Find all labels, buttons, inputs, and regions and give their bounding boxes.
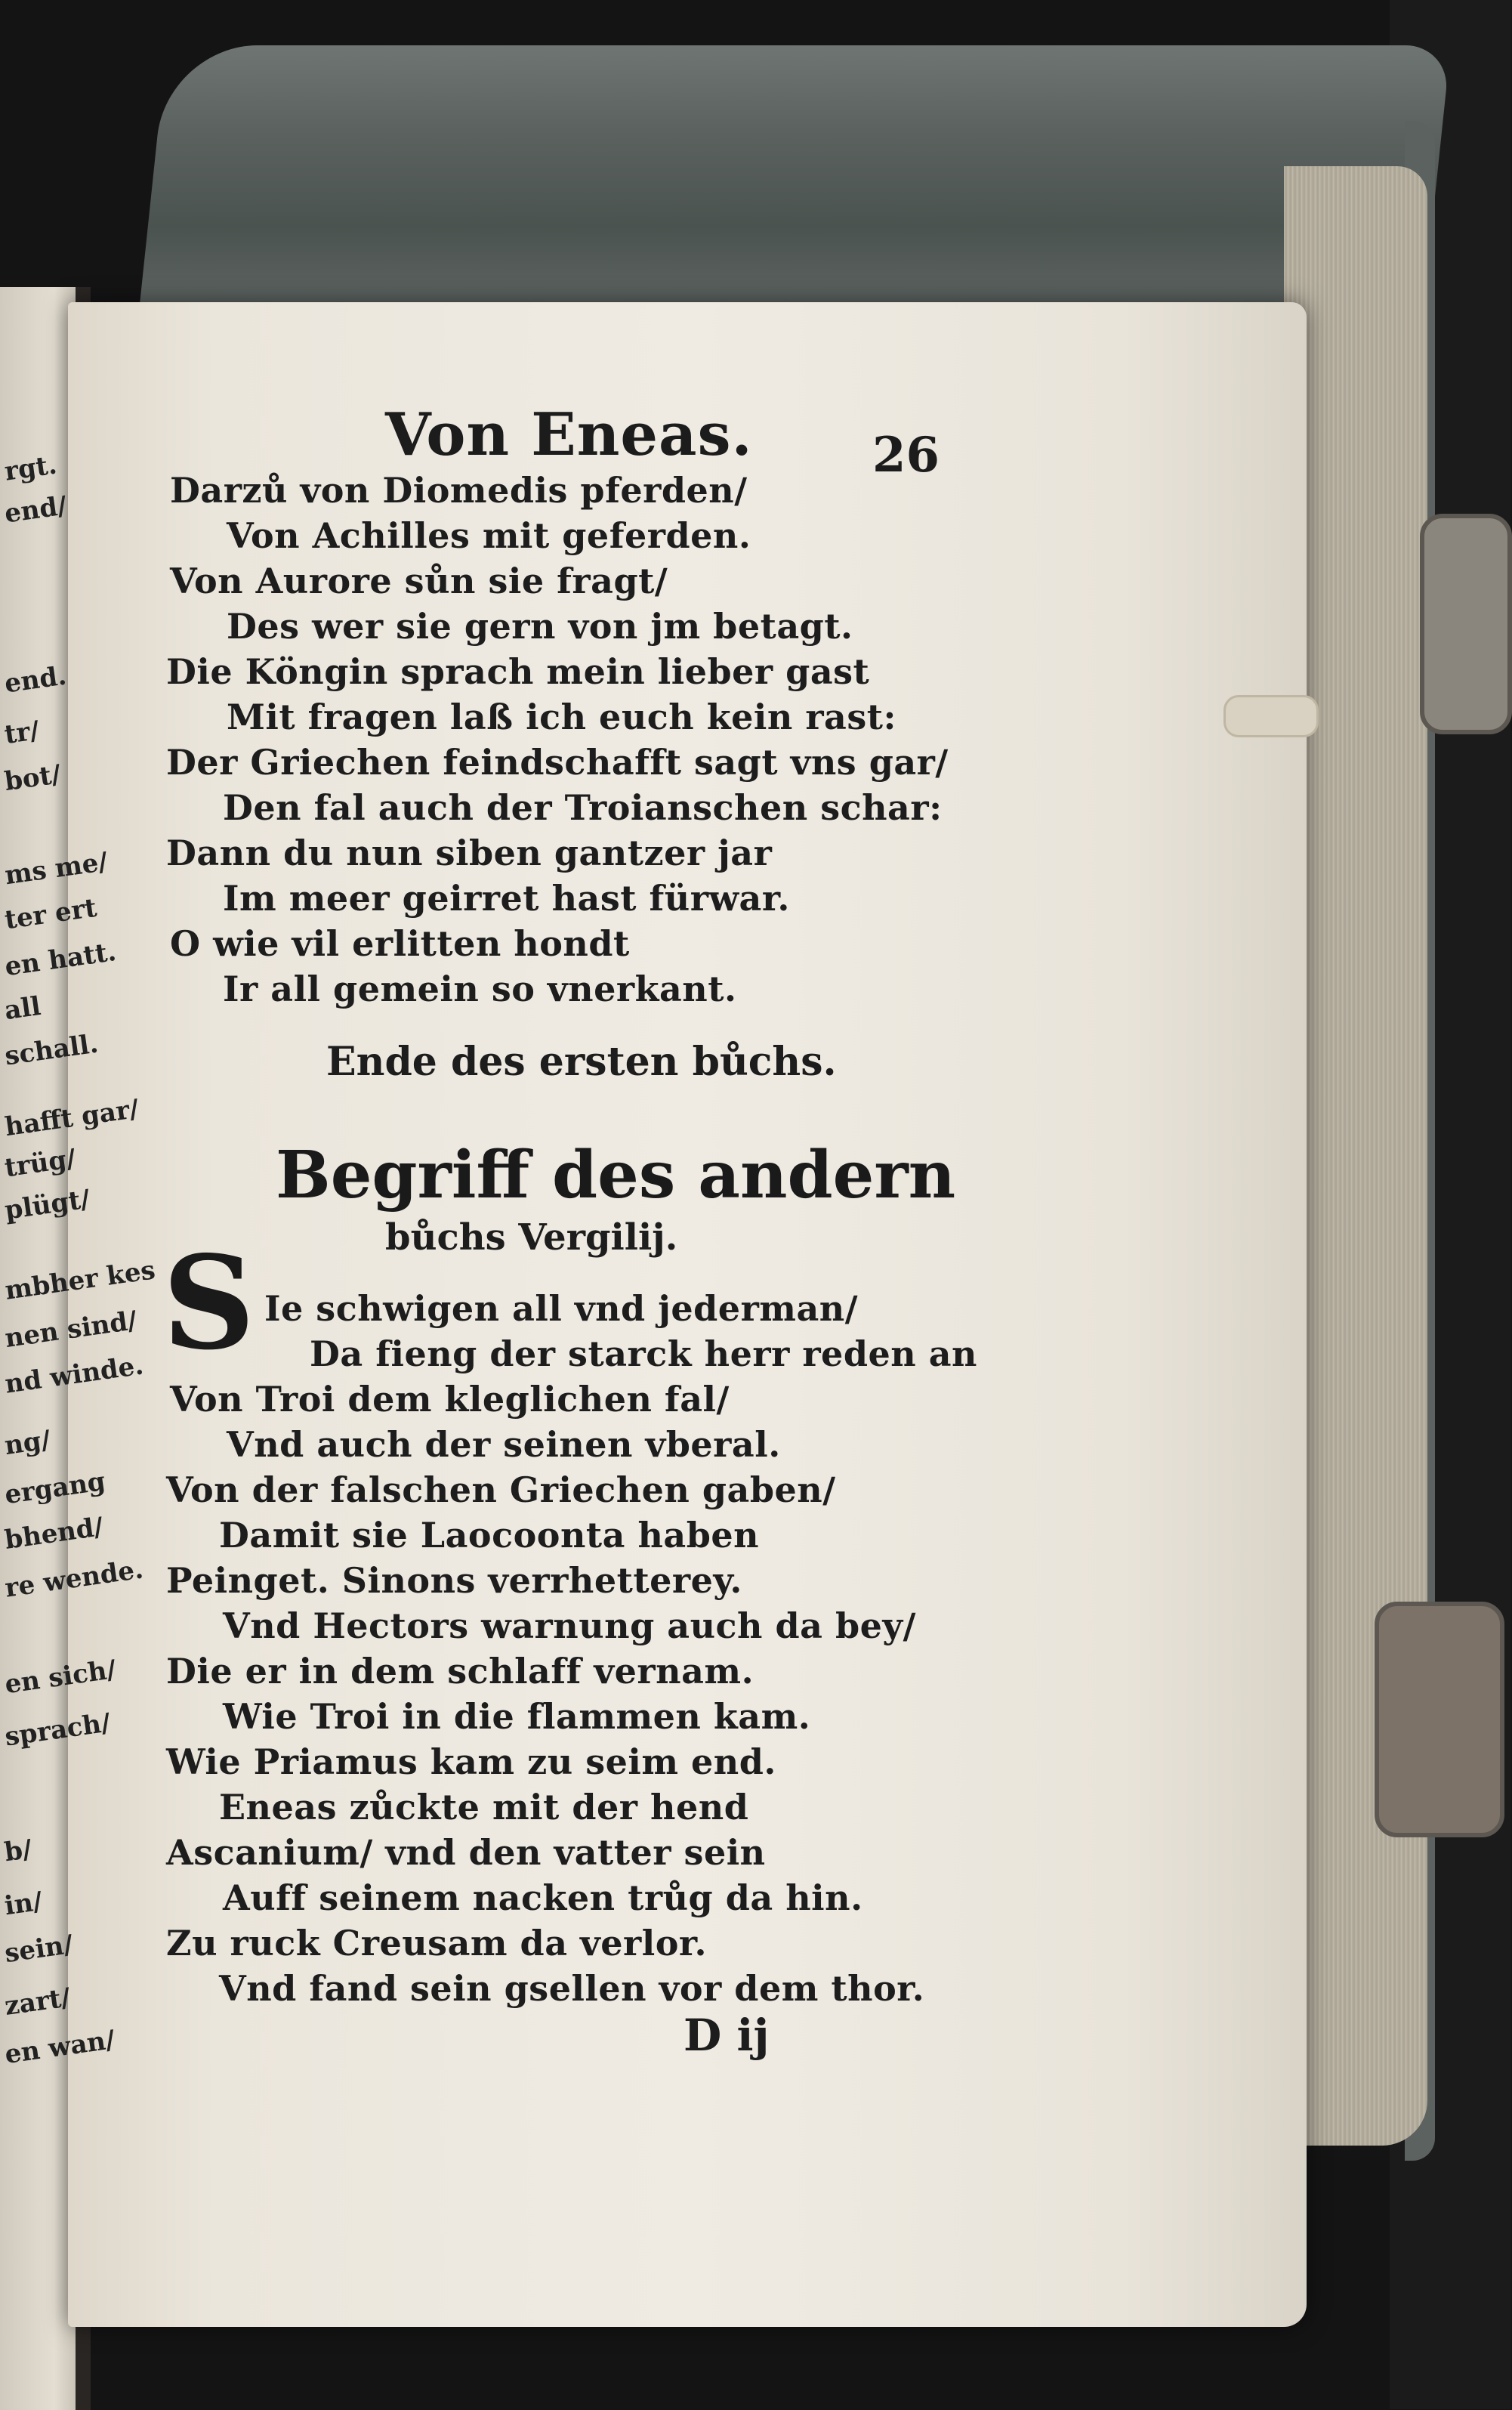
verse-line: Dann du nun siben gantzer jar bbox=[166, 833, 773, 873]
left-fragment: end. bbox=[2, 660, 69, 700]
left-fragment: schall. bbox=[2, 1028, 100, 1072]
verse-line: Die er in dem schlaff vernam. bbox=[166, 1651, 754, 1692]
verse-line: Von Troi dem kleglichen fal/ bbox=[170, 1379, 730, 1420]
page-number: 26 bbox=[872, 427, 940, 484]
left-fragment: ms me/ bbox=[2, 846, 110, 891]
verse-line: Eneas zůckte mit der hend bbox=[219, 1787, 749, 1828]
verse-line: Auff seinem nacken trůg da hin. bbox=[223, 1877, 863, 1918]
verse-line: Mit fragen laß ich euch kein rast: bbox=[227, 697, 896, 737]
book-end-note: Ende des ersten bůchs. bbox=[326, 1039, 837, 1085]
left-fragment: en wan/ bbox=[2, 2024, 117, 2071]
verse-line: Peinget. Sinons verrhetterey. bbox=[166, 1560, 742, 1601]
left-fragment: bhend/ bbox=[2, 1512, 106, 1556]
verse-line: Ir all gemein so vnerkant. bbox=[223, 969, 737, 1009]
verse-line: Der Griechen feindschafft sagt vns gar/ bbox=[166, 742, 949, 783]
left-fragment: hafft gar/ bbox=[3, 1093, 141, 1143]
left-fragment: zart/ bbox=[2, 1982, 73, 2022]
left-fragment: rgt. bbox=[2, 450, 59, 487]
left-fragment: sprach/ bbox=[2, 1707, 113, 1753]
left-fragment: ng/ bbox=[2, 1424, 53, 1462]
verse-line: Da fieng der starck herr reden an bbox=[310, 1333, 977, 1374]
left-fragment: nd winde. bbox=[3, 1350, 146, 1400]
verse-line: O wie vil erlitten hondt bbox=[170, 923, 630, 964]
left-fragment: sein/ bbox=[2, 1929, 76, 1970]
verse-line: Die Köngin sprach mein lieber gast bbox=[166, 651, 870, 692]
signature-mark: D ij bbox=[683, 2010, 770, 2061]
verse-line: Des wer sie gern von jm betagt. bbox=[227, 606, 853, 647]
verse-line: Zu ruck Creusam da verlor. bbox=[166, 1923, 707, 1964]
clasp-lower bbox=[1375, 1602, 1504, 1837]
left-fragment: plügt/ bbox=[2, 1184, 92, 1226]
verse-line: Ascanium/ vnd den vatter sein bbox=[166, 1832, 766, 1873]
left-fragment: trüg/ bbox=[2, 1143, 78, 1184]
verse-line: Vnd Hectors warnung auch da bey/ bbox=[223, 1605, 916, 1646]
left-fragment: all bbox=[2, 990, 43, 1027]
verse-line: Ie schwigen all vnd jederman/ bbox=[264, 1288, 859, 1329]
verse-line: Von Aurore sůn sie fragt/ bbox=[170, 561, 668, 601]
clasp-upper bbox=[1420, 514, 1512, 734]
section-subtitle: bůchs Vergilij. bbox=[385, 1216, 678, 1259]
page-tab bbox=[1223, 695, 1319, 737]
left-fragment: ter ert bbox=[2, 892, 99, 936]
left-fragment: ergang bbox=[2, 1466, 107, 1511]
left-fragment: b/ bbox=[2, 1834, 34, 1868]
running-head: Von Eneas. bbox=[385, 400, 753, 469]
left-fragment: end/ bbox=[2, 490, 69, 530]
verse-line: Vnd fand sein gsellen vor dem thor. bbox=[219, 1968, 925, 2009]
decorated-initial: S bbox=[162, 1228, 255, 1379]
verse-line: Den fal auch der Troianschen schar: bbox=[223, 787, 943, 828]
left-fragment: en hatt. bbox=[2, 936, 119, 983]
left-fragment: in/ bbox=[2, 1886, 45, 1922]
verse-line: Damit sie Laocoonta haben bbox=[219, 1515, 760, 1556]
verse-line: Wie Priamus kam zu seim end. bbox=[166, 1741, 776, 1782]
left-fragment: en sich/ bbox=[2, 1654, 119, 1701]
section-title: Begriff des andern bbox=[276, 1137, 956, 1213]
verse-line: Vnd auch der seinen vberal. bbox=[227, 1424, 781, 1465]
verse-line: Darzů von Diomedis pferden/ bbox=[170, 470, 748, 511]
left-fragment: re wende. bbox=[3, 1554, 146, 1604]
verse-line: Wie Troi in die flammen kam. bbox=[223, 1696, 811, 1737]
verse-line: Von der falschen Griechen gaben/ bbox=[166, 1469, 836, 1510]
left-fragment: nen sind/ bbox=[3, 1305, 139, 1355]
left-fragment: tr/ bbox=[2, 715, 42, 751]
verse-line: Von Achilles mit geferden. bbox=[227, 515, 751, 556]
left-page-text bbox=[0, 450, 157, 2115]
left-fragment: bot/ bbox=[2, 759, 63, 797]
left-fragment: mbher kes bbox=[3, 1255, 157, 1306]
verse-line: Im meer geirret hast fürwar. bbox=[223, 878, 790, 919]
